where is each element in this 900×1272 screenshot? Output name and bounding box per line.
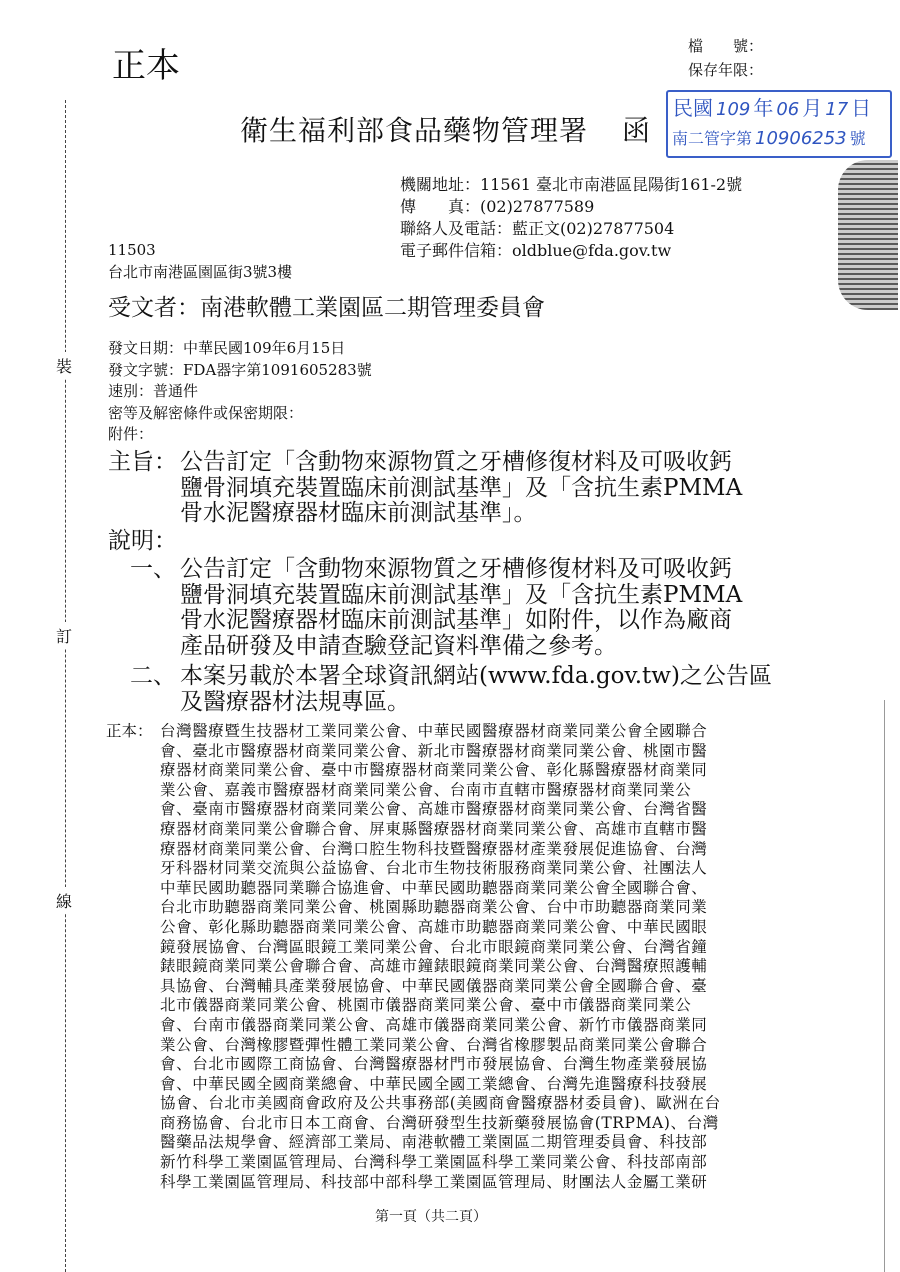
explanation-label: 說明： <box>108 528 177 554</box>
contact-address: 機關地址：11561 臺北市南港區昆陽街161-2號 <box>400 175 743 194</box>
attachment: 附件： <box>108 425 154 443</box>
agency-title: 衛生福利部食品藥物管理署 <box>240 114 589 147</box>
explanation-item-2 <box>180 664 772 715</box>
contact-email: 電子郵件信箱：oldblue@fda.gov.tw <box>400 241 672 260</box>
cc-line: 公會、彰化縣助聽器商業同業公會、高雄市助聽器商業同業公會、中華民國眼 <box>160 917 708 936</box>
binding-mark-ding: 訂 <box>56 622 72 649</box>
cc-line: 牙科器材同業交流與公益協會、台北市生物技術服務商業同業公會、社團法人 <box>160 859 708 878</box>
cc-line: 會、中華民國全國商業總會、中華民國全國工業總會、台灣先進醫療科技發展 <box>160 1074 708 1093</box>
cc-line: 科學工業園區管理局、科技部中部科學工業園區管理局、財團法人金屬工業研 <box>160 1172 708 1191</box>
speed: 速別：普通件 <box>108 382 199 400</box>
cc-line: 業公會、嘉義市醫療器材商業同業公會、台南市直轄市醫療器材商業同業公 <box>160 780 692 799</box>
page-edge <box>884 700 885 1272</box>
page-number: 第一頁（共二頁） <box>375 1209 487 1225</box>
issue-number: 發文字號：FDA器字第1091605283號 <box>108 360 372 379</box>
cc-line: 療器材商業同業公會、台灣口腔生物科技暨醫療器材產業發展促進協會、台灣 <box>160 839 708 858</box>
subject-line: 鹽骨洞填充裝置臨床前測試基準」及「含抗生素PMMA <box>180 474 743 501</box>
receipt-stamp <box>666 90 892 158</box>
explanation-item-1-num: 一、 <box>130 556 176 582</box>
explanation-line: 公告訂定「含動物來源物質之牙槽修復材料及可吸收鈣 <box>180 556 732 582</box>
cc-line: 新竹科學工業園區管理局、台灣科學工業園區科學工業同業公會、科技部南部 <box>160 1153 708 1172</box>
explanation-item-1 <box>180 557 742 659</box>
recipient: 受文者：南港軟體工業園區二期管理委員會 <box>108 295 545 321</box>
cc-label: 正本： <box>106 722 153 740</box>
doc-type: 函 <box>622 114 651 147</box>
recipient-address: 台北市南港區園區街3號3樓 <box>108 263 293 281</box>
binding-mark-zhuang: 裝 <box>56 352 72 379</box>
explanation-line: 本案另載於本署全球資訊網站(www.fda.gov.tw)之公告區 <box>180 663 772 689</box>
cc-line: 錶眼鏡商業同業公會聯合會、高雄市鐘錶眼鏡商業同業公會、台灣醫療照護輔 <box>160 957 708 976</box>
recipient-postcode: 11503 <box>108 241 156 259</box>
retention-label: 保存年限： <box>688 61 764 79</box>
cc-line: 療器材商業同業公會、臺中市醫療器材商業同業公會、彰化縣醫療器材商業同 <box>160 761 708 780</box>
cc-line: 台灣醫療暨生技器材工業同業公會、中華民國醫療器材商業同業公會全國聯合 <box>160 722 708 740</box>
subject-label: 主旨： <box>108 449 177 475</box>
stamp-ref: 南二管字第 10906253 號 <box>672 128 866 149</box>
cc-line: 會、台北市國際工商協會、台灣醫療器材門市發展協會、台灣生物產業發展協 <box>160 1055 708 1074</box>
file-number-label: 檔 號： <box>688 37 764 55</box>
contact-person: 聯絡人及電話：藍正文(02)27877504 <box>400 219 675 238</box>
cc-line: 中華民國助聽器同業聯合協進會、中華民國助聽器商業同業公會全國聯合會、 <box>160 878 708 897</box>
subject-line: 骨水泥醫療器材臨床前測試基準」。 <box>180 500 537 526</box>
cc-line: 業公會、台灣橡膠暨彈性體工業同業公會、台灣省橡膠製品商業同業公會聯合 <box>160 1035 708 1054</box>
cc-line: 醫藥品法規學會、經濟部工業局、南港軟體工業園區二期管理委員會、科技部 <box>160 1133 708 1152</box>
binding-line <box>65 100 66 1272</box>
subject-text <box>180 450 742 527</box>
doc-meta <box>108 338 372 446</box>
issue-date: 發文日期：中華民國109年6月15日 <box>108 339 346 357</box>
cc-line: 會、臺南市醫療器材商業同業公會、高雄市醫療器材商業同業公會、台灣省醫 <box>160 800 708 819</box>
stamp-date: 民國 109 年 06 月 17 日 <box>673 96 872 120</box>
subject-line: 公告訂定「含動物來源物質之牙槽修復材料及可吸收鈣 <box>180 449 732 475</box>
cc-list <box>160 722 721 1192</box>
classification: 密等及解密條件或保密期限： <box>108 403 304 422</box>
contact-block <box>400 174 742 262</box>
cc-line: 商務協會、台北市日本工商會、台灣研發型生技新藥發展協會(TRPMA)、台灣 <box>160 1113 719 1132</box>
cc-line: 鏡發展協會、台灣區眼鏡工業同業公會、台北市眼鏡商業同業公會、台灣省鐘 <box>160 937 708 956</box>
copy-type: 正本 <box>112 46 180 86</box>
cc-line: 療器材商業同業公會聯合會、屏東縣醫療器材商業同業公會、高雄市直轄市醫 <box>160 819 708 838</box>
contact-fax: 傳 真：(02)27877589 <box>400 197 595 216</box>
binding-mark-xian: 線 <box>56 887 72 914</box>
cc-line: 台北市助聽器商業同業公會、桃園縣助聽器商業公會、台中市助聽器商業同業 <box>160 898 708 917</box>
explanation-line: 骨水泥醫療器材臨床前測試基準」如附件，以作為廠商 <box>180 607 732 633</box>
scan-artifact <box>838 160 898 310</box>
explanation-line: 及醫療器材法規專區。 <box>180 688 410 715</box>
cc-line: 會、台南市儀器商業同業公會、高雄市儀器商業同業公會、新竹市儀器商業同 <box>160 1015 708 1034</box>
cc-line: 北市儀器商業同業公會、桃園市儀器商業同業公會、臺中市儀器商業同業公 <box>160 996 692 1015</box>
explanation-line: 鹽骨洞填充裝置臨床前測試基準」及「含抗生素PMMA <box>180 581 743 608</box>
cc-line: 會、臺北市醫療器材商業同業公會、新北市醫療器材商業同業公會、桃園市醫 <box>160 741 708 760</box>
cc-line: 協會、台北市美國商會政府及公共事務部(美國商會醫療器材委員會)、歐洲在台 <box>160 1094 721 1113</box>
cc-line: 具協會、台灣輔具產業發展協會、中華民國儀器商業同業公會全國聯合會、臺 <box>160 976 708 995</box>
explanation-item-2-num: 二、 <box>130 663 176 689</box>
explanation-line: 產品研發及申請查驗登記資料準備之參考。 <box>180 632 617 659</box>
